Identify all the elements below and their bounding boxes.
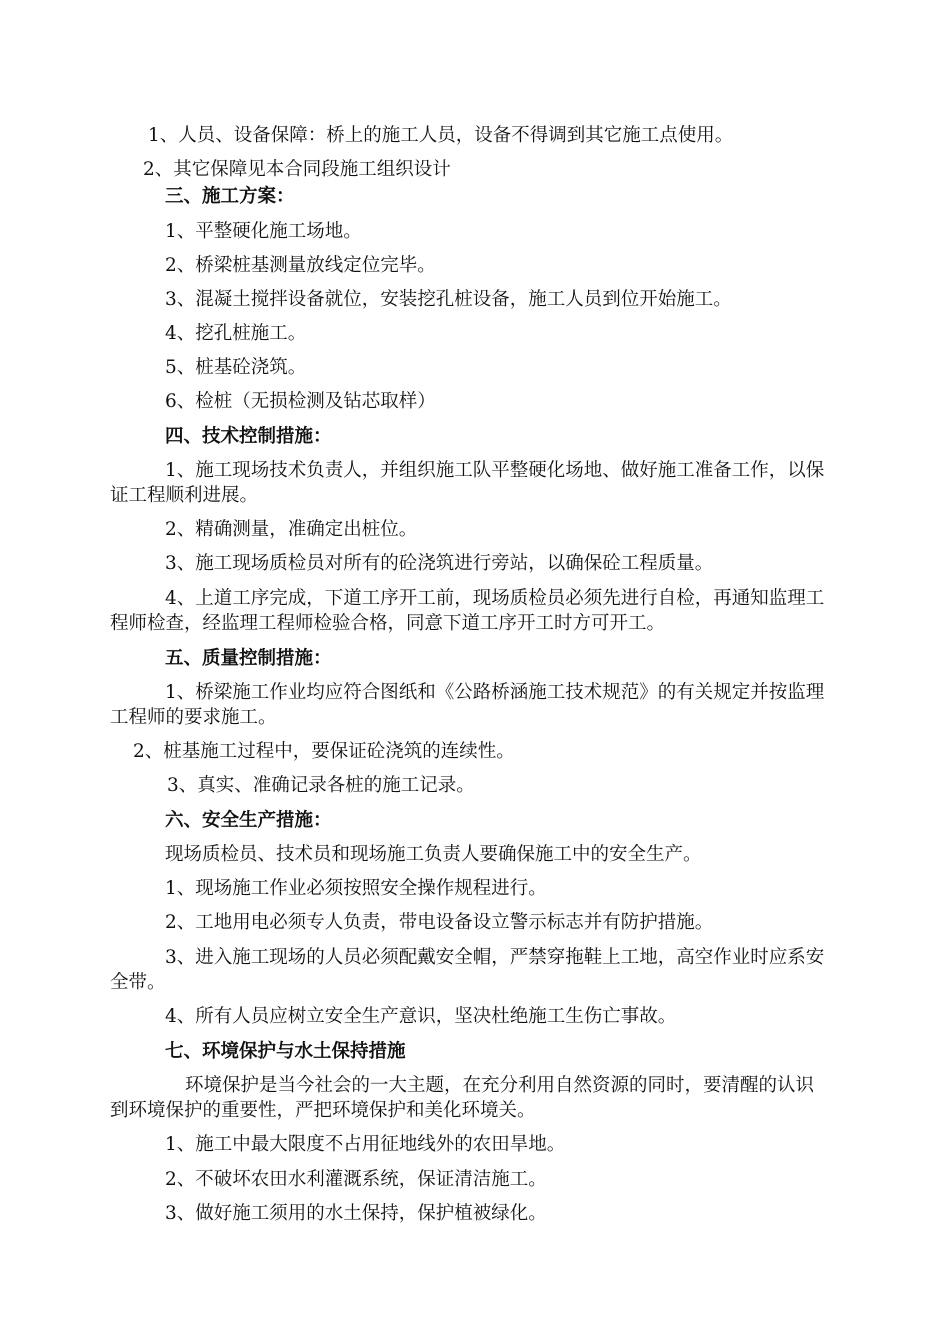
- doc-line-12: 证工程顺利进展。: [110, 485, 259, 506]
- doc-line-8: 5、桩基砼浇筑。: [165, 357, 307, 378]
- doc-line-16: 程师检查，经监理工程师检验合格，同意下道工序开工时方可开工。: [110, 613, 666, 634]
- doc-line-33: 2、不破坏农田水利灌溉系统，保证清洁施工。: [165, 1169, 547, 1190]
- doc-line-32: 1、施工中最大限度不占用征地线外的农田旱地。: [165, 1134, 566, 1155]
- section-heading-6: 六、安全生产措施：: [165, 810, 332, 831]
- doc-line-28: 4、所有人员应树立安全生产意识，坚决杜绝施工生伤亡事故。: [165, 1006, 677, 1027]
- doc-line-7: 4、挖孔桩施工。: [165, 323, 307, 344]
- doc-line-23: 现场质检员、技术员和现场施工负责人要确保施工中的安全生产。: [165, 844, 702, 865]
- doc-line-11: 1、施工现场技术负责人，并组织施工队平整硬化场地、做好施工准备工作，以保: [165, 460, 825, 481]
- doc-line-31: 到环境保护的重要性，严把环境保护和美化环境关。: [110, 1100, 536, 1121]
- doc-line-15: 4、上道工序完成，下道工序开工前，现场质检员必须先进行自检，再通知监理工: [165, 588, 825, 609]
- doc-line-24: 1、现场施工作业必须按照安全操作规程进行。: [165, 878, 547, 899]
- section-heading-3: 三、施工方案：: [165, 186, 295, 207]
- section-heading-7: 七、环境保护与水土保持措施: [165, 1041, 406, 1062]
- doc-line-13: 2、精确测量，准确定出桩位。: [165, 519, 418, 540]
- doc-line-5: 2、桥梁桩基测量放线定位完毕。: [165, 255, 436, 276]
- doc-line-14: 3、施工现场质检员对所有的砼浇筑进行旁站，以确保砼工程质量。: [165, 553, 714, 574]
- section-heading-4: 四、技术控制措施：: [165, 426, 332, 447]
- doc-line-4: 1、平整硬化施工场地。: [165, 221, 362, 242]
- doc-line-34: 3、做好施工须用的水土保持，保护植被绿化。: [165, 1203, 547, 1224]
- doc-line-30: 环境保护是当今社会的一大主题，在充分利用自然资源的同时，要清醒的认识: [185, 1075, 815, 1096]
- doc-line-20: 2、桩基施工过程中，要保证砼浇筑的连续性。: [133, 741, 515, 762]
- doc-line-1: 1、人员、设备保障：桥上的施工人员，设备不得调到其它施工点使用。: [148, 125, 734, 146]
- doc-line-25: 2、工地用电必须专人负责，带电设备设立警示标志并有防护措施。: [165, 912, 714, 933]
- doc-line-21: 3、真实、准确记录各桩的施工记录。: [167, 775, 475, 796]
- doc-line-26: 3、进入施工现场的人员必须配戴安全帽，严禁穿拖鞋上工地，高空作业时应系安: [165, 947, 825, 968]
- doc-line-19: 工程师的要求施工。: [110, 707, 277, 728]
- doc-line-18: 1、桥梁施工作业均应符合图纸和《公路桥涵施工技术规范》的有关规定并按监理: [165, 682, 825, 703]
- doc-line-6: 3、混凝土搅拌设备就位，安装挖孔桩设备，施工人员到位开始施工。: [165, 289, 732, 310]
- doc-line-9: 6、检桩（无损检测及钻芯取样）: [165, 391, 436, 412]
- doc-line-2: 2、其它保障见本合同段施工组织设计: [143, 159, 451, 180]
- section-heading-5: 五、质量控制措施：: [165, 648, 332, 669]
- doc-line-27: 全带。: [110, 972, 166, 993]
